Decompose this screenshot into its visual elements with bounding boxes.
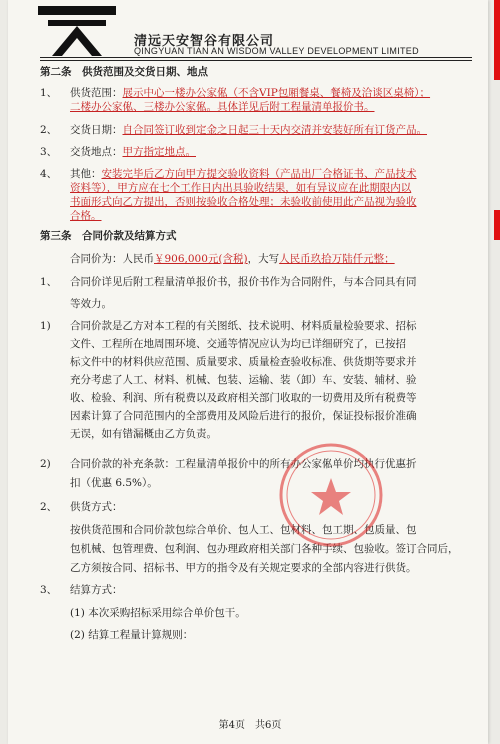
- text-line: [40, 501, 123, 513]
- line-text: 因素计算了合同范围内的全部费用及风险后进行的报价，保证投标报价准确: [70, 410, 417, 422]
- text-line: [70, 338, 406, 350]
- text-line: [40, 66, 208, 78]
- line-text: 标文件中的材料供应范围、质量要求、质量检查验收标准、供货期等要求并: [70, 356, 417, 368]
- text-line: [70, 182, 411, 194]
- text-line: [70, 477, 158, 489]
- text-line: [70, 428, 217, 440]
- line-text: 合同价款是乙方对本工程的有关图纸、技术说明、材料质量检验要求、招标: [70, 320, 417, 332]
- line-text: 交货日期：: [70, 124, 123, 136]
- highlighted-text: 甲方指定地点。: [122, 146, 196, 158]
- line-text: 乙方须按合同、招标书、甲方的指令及有关规定要求的全部内容进行供货。: [70, 562, 417, 574]
- text-line: [70, 562, 417, 574]
- highlighted-text: 自合同签订收到定金之日起三十天内交清并安装好所有订货产品。: [122, 124, 427, 136]
- text-line: [70, 607, 246, 619]
- line-text: 结算方式：: [70, 584, 123, 596]
- highlighted-text: ￥906,000元(含税): [154, 253, 248, 265]
- line-text: 等效力。: [70, 298, 112, 310]
- text-line: [70, 101, 375, 113]
- clause-number: 4、: [40, 168, 58, 180]
- line-text: 供货方式：: [70, 501, 123, 513]
- text-line: [40, 124, 427, 136]
- line-text: (2) 结算工程量计算规则：: [70, 629, 194, 641]
- clause-number: 1): [40, 320, 51, 332]
- company-seal-icon: [276, 440, 386, 550]
- text-line: [40, 146, 196, 158]
- line-text: 按供货范围和合同价款包综合单价、包人工、包材料、包工期、包质量、包: [70, 524, 417, 536]
- company-name-en: QINGYUAN TIAN AN WISDOM VALLEY DEVELOPMENT LIMITED: [134, 46, 419, 56]
- line-text: 无误，如有错漏概由乙方负责。: [70, 428, 217, 440]
- company-logo-icon: [38, 4, 128, 56]
- highlighted-text: 二楼办公家俬、三楼办公家俬。具体详见后附工程量清单报价书。: [70, 101, 375, 113]
- clause-number: 3、: [40, 584, 58, 596]
- text-line: [70, 196, 417, 208]
- highlighted-text: 书面形式向乙方提出，否则按验收合格处理；未验收前使用此产品视为验收: [70, 196, 417, 208]
- text-line: [70, 374, 417, 386]
- line-text: 合同价为：人民币: [70, 253, 154, 265]
- line-text: 收、检验、利润、所有税费以及政府相关部门收取的一切费用及所有税费等: [70, 392, 417, 404]
- line-text: (1) 本次采购招标采用综合单价包干。: [70, 607, 246, 619]
- line-text: 文件、工程所在地周围环境、交通等情况应认为均已详细研究了，已按招: [70, 338, 406, 350]
- document-page: [8, 0, 488, 744]
- text-line: [70, 629, 193, 641]
- text-line: [40, 584, 123, 596]
- line-text: 扣（优惠 6.5%）。: [70, 477, 158, 489]
- text-line: [40, 230, 177, 242]
- text-line: [40, 168, 417, 180]
- highlighted-text: 合格。: [70, 210, 102, 222]
- clause-number: 2、: [40, 124, 58, 136]
- text-line: [70, 543, 459, 555]
- text-line: [70, 410, 417, 422]
- text-line: [70, 298, 112, 310]
- line-text: 包机械、包管理费、包利润、包办理政府相关部门各种手续、包验收。签订合同后，: [70, 543, 459, 555]
- clause-number: 1、: [40, 87, 58, 99]
- highlighted-text: 展示中心一楼办公家俬（不含VIP包厢餐桌、餐椅及洽谈区桌椅）；: [122, 87, 431, 99]
- page-footer: 第4页 共6页: [218, 720, 282, 731]
- line-text: 交货地点：: [70, 146, 123, 158]
- line-text: 第二条 供货范围及交货日期、地点: [40, 66, 208, 78]
- text-line: [70, 210, 102, 222]
- highlighted-text: 安装完毕后乙方向甲方提交验收资料（产品出厂合格证书、产品技术: [101, 168, 417, 180]
- text-line: [40, 320, 417, 332]
- clause-number: 2): [40, 458, 51, 470]
- highlighted-text: 人民币玖拾万陆仟元整；: [279, 253, 395, 265]
- letterhead: [38, 4, 478, 56]
- clause-number: 2、: [40, 501, 58, 513]
- highlighted-text: 资料等），甲方应在七个工作日内出具验收结果，如有异议应在此期限内以: [70, 182, 412, 194]
- clause-number: 1、: [40, 276, 58, 288]
- text-line: [70, 253, 395, 265]
- red-edge-mark: [494, 210, 500, 240]
- line-text: 其他：: [70, 168, 102, 180]
- header-rule-thin: [40, 60, 472, 61]
- text-line: [40, 87, 430, 99]
- text-line: [40, 276, 417, 288]
- line-text: 充分考虑了人工、材料、机械、包装、运输、装（卸）车、安装、辅材、验: [70, 374, 417, 386]
- header-rule: [40, 57, 472, 58]
- company-name-cn: 清远天安智谷有限公司: [134, 34, 275, 49]
- text-line: [70, 392, 417, 404]
- text-line: [70, 356, 417, 368]
- line-text: ，大写: [247, 253, 280, 265]
- red-edge-mark: [494, 0, 500, 80]
- line-text: 第三条 合同价款及结算方式: [40, 230, 177, 242]
- line-text: 合同价详见后附工程量清单报价书，报价书作为合同附件，与本合同具有同: [70, 276, 417, 288]
- line-text: 合同价款的补充条款：工程量清单报价中的所有办公家俬单价均执行优惠折: [70, 458, 417, 470]
- clause-number: 3、: [40, 146, 58, 158]
- line-text: 供货范围：: [70, 87, 123, 99]
